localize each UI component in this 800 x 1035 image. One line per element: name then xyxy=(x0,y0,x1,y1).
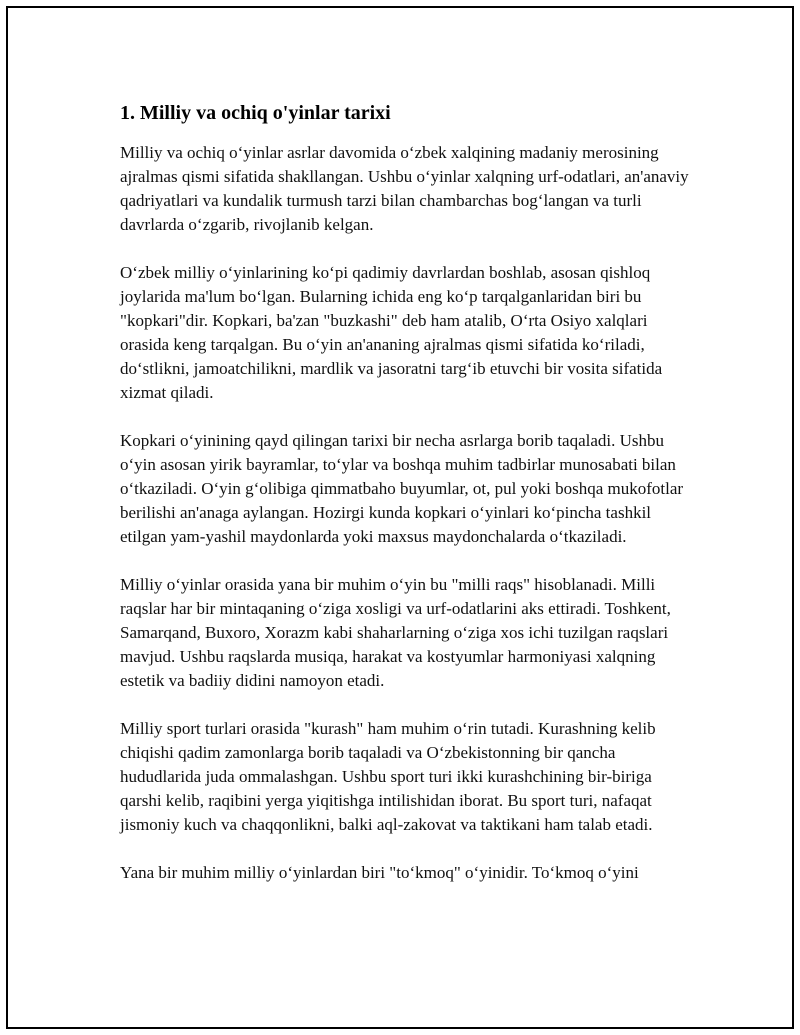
paragraph-4: Milliy o‘yinlar orasida yana bir muhim o‘yin bu "milli raqs" hisoblanadi. Milli raqslar har bir mintaqaning o‘ziga xosligi va urf-odatlarini aks ettiradi. Toshkent, Samarqand, Buxoro, Xorazm kabi shaharlarning o‘ziga xos ichi tuzilgan raqslari mavjud. Ushbu raqslarda musiqa, harakat va kostyumlar harmoniyasi xalqning estetik va badiiy didini namoyon etadi. xyxy=(120,575,671,690)
document-body xyxy=(120,99,695,909)
paragraph-1: Milliy va ochiq o‘yinlar asrlar davomida o‘zbek xalqining madaniy merosining ajralmas qismi sifatida shakllangan. Ushbu o‘yinlar xalqning urf-odatlari, an'anaviy qadriyatlari va kundalik turmush tarzi bilan chambarchas bog‘langan va turli davrlarda o‘zgarib, rivojlanib kelgan. xyxy=(120,143,689,234)
page-title: 1. Milliy va ochiq o'yinlar tarixi xyxy=(120,102,391,124)
paragraph-3: Kopkari o‘yinining qayd qilingan tarixi bir necha asrlarga borib taqaladi. Ushbu o‘yin asosan yirik bayramlar, to‘ylar va boshqa muhim tadbirlar munosabati bilan o‘tkaziladi. O‘yin g‘olibiga qimmatbaho buyumlar, ot, pul yoki boshqa mukofotlar berilishi an'anaga aylangan. Hozirgi kunda kopkari o‘yinlari ko‘pincha tashkil etilgan yam-yashil maydonlarda yoki maxsus maydonchalarda o‘tkaziladi. xyxy=(120,431,684,546)
paragraph-5: Milliy sport turlari orasida "kurash" ham muhim o‘rin tutadi. Kurashning kelib chiqishi qadim zamonlarga borib taqaladi va O‘zbekistonning bir qancha hududlarida juda ommalashgan. Ushbu sport turi ikki kurashchining bir-biriga qarshi kelib, raqibini yerga yiqitishga intilishidan iborat. Bu sport turi, nafaqat jismoniy kuch va chaqqonlikni, balki aql-zakovat va taktikani ham talab etadi. xyxy=(120,719,656,834)
paragraph-2: O‘zbek milliy o‘yinlarining ko‘pi qadimiy davrlardan boshlab, asosan qishloq joylarida ma'lum bo‘lgan. Bularning ichida eng ko‘p tarqalganlaridan biri bu "kopkari"dir. Kopkari, ba'zan "buzkashi" deb ham atalib, O‘rta Osiyo xalqlari orasida keng tarqalgan. Bu o‘yin an'ananing ajralmas qismi sifatida ko‘riladi, do‘stlikni, jamoatchilikni, mardlik va jasoratni targ‘ib etuvchi bir vosita sifatida xizmat qiladi. xyxy=(120,263,663,402)
page-frame xyxy=(6,6,794,1029)
paragraph-6: Yana bir muhim milliy o‘yinlardan biri "to‘kmoq" o‘yinidir. To‘kmoq o‘yini xyxy=(120,863,639,882)
